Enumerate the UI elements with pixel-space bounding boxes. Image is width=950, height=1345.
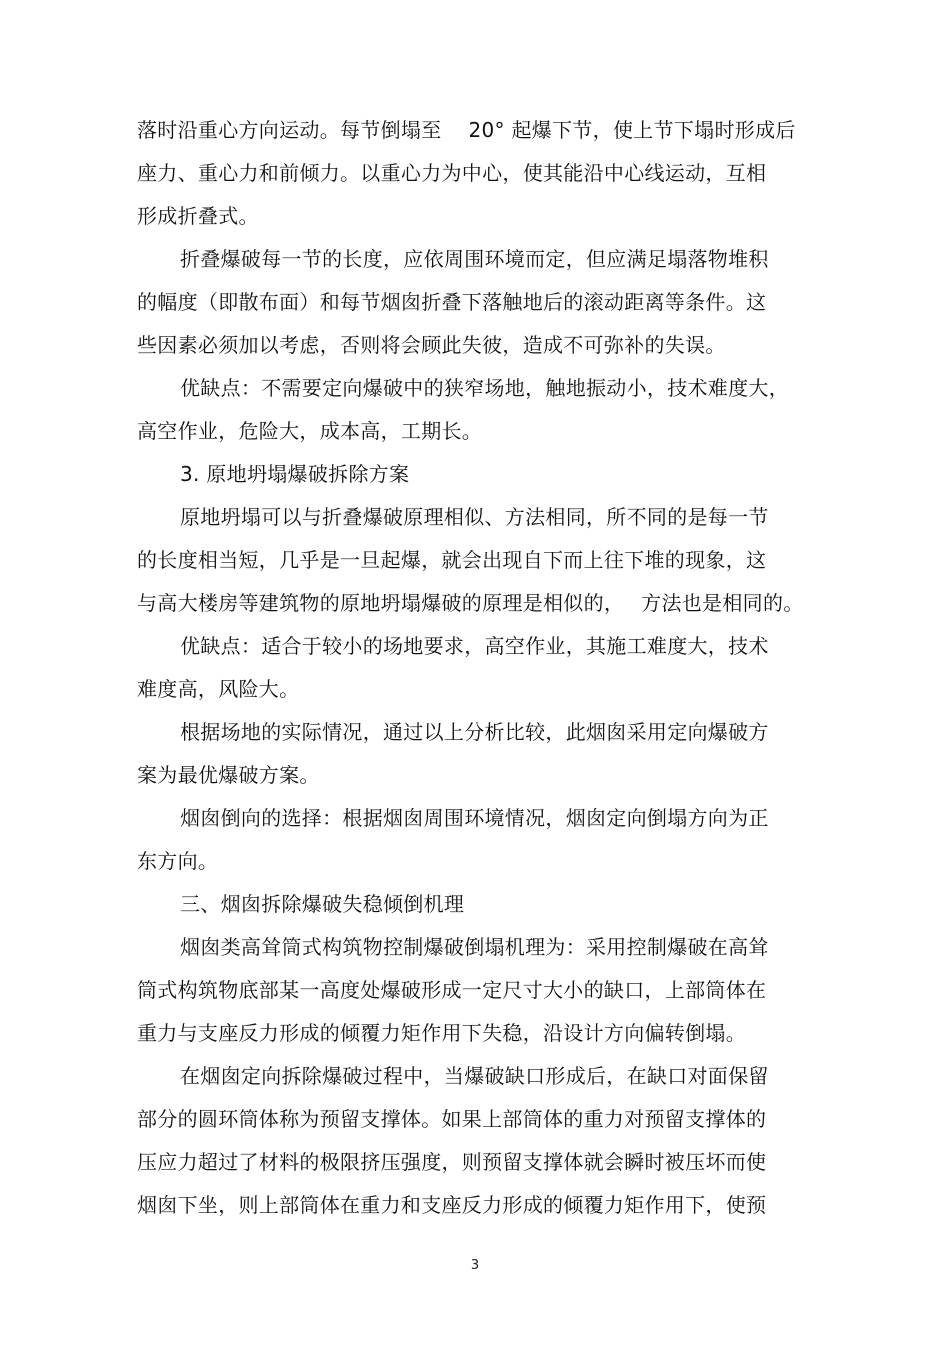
text-line: 部分的圆环筒体称为预留支撑体。如果上部筒体的重力对预留支撑体的 — [137, 1107, 767, 1131]
text-line: 重力与支座反力形成的倾覆力矩作用下失稳，沿设计方向偏转倒塌。 — [137, 1021, 746, 1045]
text-line: 折叠爆破每一节的长度，应依周围环境而定，但应满足塌落物堆积 — [180, 247, 769, 271]
text-line: 落时沿重心方向运动。每节倒塌至 20° 起爆下节，使上节下塌时形成后 — [137, 118, 796, 142]
text-line: 优缺点：适合于较小的场地要求，高空作业，其施工难度大，技术 — [180, 634, 769, 658]
text-line: 根据场地的实际情况，通过以上分析比较，此烟囱采用定向爆破方 — [180, 720, 769, 744]
text-line: 形成折叠式。 — [137, 204, 259, 228]
text-line: 在烟囱定向拆除爆破过程中，当爆破缺口形成后，在缺口对面保留 — [180, 1064, 769, 1088]
text-line: 东方向。 — [137, 849, 219, 873]
text-line: 高空作业，危险大，成本高，工期长。 — [137, 419, 483, 443]
text-line: 烟囱类高耸筒式构筑物控制爆破倒塌机理为：采用控制爆破在高耸 — [180, 935, 769, 959]
text-line: 些因素必须加以考虑，否则将会顾此失彼，造成不可弥补的失误。 — [137, 333, 726, 357]
text-line: 难度高，风险大。 — [137, 677, 300, 701]
section-heading: 三、烟囱拆除爆破失稳倾倒机理 — [180, 892, 465, 916]
section-heading: 3. 原地坍塌爆破拆除方案 — [180, 462, 410, 486]
text-line: 的长度相当短，几乎是一旦起爆，就会出现自下而上往下堆的现象，这 — [137, 548, 767, 572]
text-line: 烟囱倒向的选择：根据烟囱周围环境情况，烟囱定向倒塌方向为正 — [180, 806, 769, 830]
text-line: 与高大楼房等建筑物的原地坍塌爆破的原理是相似的， 方法也是相同的。 — [137, 591, 804, 615]
text-line: 案为最优爆破方案。 — [137, 763, 320, 787]
text-line: 原地坍塌可以与折叠爆破原理相似、方法相同，所不同的是每一节 — [180, 505, 769, 529]
text-line: 压应力超过了材料的极限挤压强度，则预留支撑体就会瞬时被压坏而使 — [137, 1150, 767, 1174]
text-line: 座力、重心力和前倾力。以重心力为中心，使其能沿中心线运动，互相 — [137, 161, 767, 185]
page-number: 3 — [470, 1258, 480, 1273]
text-line: 的幅度（即散布面）和每节烟囱折叠下落触地后的滚动距离等条件。这 — [137, 290, 767, 314]
text-line: 烟囱下坐，则上部筒体在重力和支座反力形成的倾覆力矩作用下，使预 — [137, 1193, 767, 1217]
text-line: 优缺点：不需要定向爆破中的狭窄场地，触地振动小，技术难度大， — [180, 376, 789, 400]
text-line: 筒式构筑物底部某一高度处爆破形成一定尺寸大小的缺口，上部筒体在 — [137, 978, 767, 1002]
